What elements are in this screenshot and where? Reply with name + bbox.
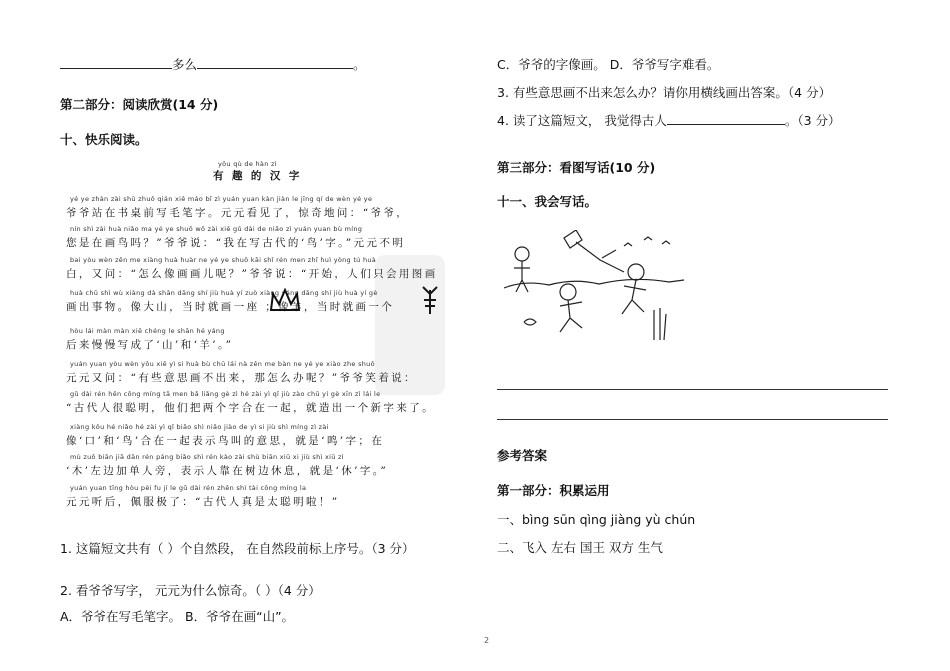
q11-heading: 十一、我会写话。 [497, 194, 598, 209]
q10-heading: 十、快乐阅读。 [60, 132, 148, 147]
story-line-pinyin: nín shì zài huà niǎo ma yé ye shuō wǒ zài xiě gǔ dài de niǎo zì yuán yuan bù míng [70, 225, 363, 233]
question-2: 2. 看爷爷写字， 元元为什么惊奇。（ ）（4 分） [60, 583, 321, 598]
story-line-text: 后来慢慢写成了‘山’和‘羊’。” [66, 339, 234, 351]
fill-blank-line [60, 55, 366, 73]
section2-heading: 第二部分：阅读欣赏(14 分) [60, 97, 219, 112]
answers-part1-heading: 第一部分：积累运用 [497, 483, 610, 498]
writing-line[interactable] [497, 419, 888, 420]
story-line-text: 画出事物。像大山，当时就画一座 ；像羊，当时就画一个 [66, 301, 395, 313]
story-line-pinyin: mù zuǒ biān jiā dān rén páng biǎo shì rén kào zài shù biān xiū xi jiù shì xiū zì [70, 453, 344, 461]
story-line-pinyin: xiàng kǒu hé niǎo hé zài yì qǐ biǎo shì niǎo jiào de yì si jiù shì míng zì zài [70, 423, 329, 431]
story-line-text: ‘木’左边加单人旁，表示人靠在树边休息，就是‘休’字。” [66, 465, 389, 477]
story-line-pinyin: yuán yuan tīng hòu pèi fu jí le gǔ dài rén zhēn shì tài cōng míng la [70, 484, 307, 492]
writing-line[interactable] [497, 389, 888, 390]
story-line-text: 元元又问：“有些意思画不出来，那怎么办呢？”爷爷笑着说： [66, 372, 417, 384]
story-line-text: 白，又问：“怎么像画画儿呢？”爷爷说：“开始，人们只会用图画 [66, 268, 438, 280]
question-1: 1. 这篇短文共有（ ）个自然段， 在自然段前标上序号。（3 分） [60, 541, 415, 556]
story-title: 有 趣 的 汉 字 [213, 170, 302, 182]
question-4-suffix: 。（3 分） [784, 113, 841, 128]
story-line-pinyin: hòu lái màn màn xiě chéng le shān hé yáng [70, 327, 225, 335]
question-4 [497, 111, 841, 129]
story-line-text: 像‘口’和‘鸟’合在一起表示鸟叫的意思，就是‘鸣’字；在 [66, 435, 385, 447]
blank-underline[interactable] [197, 56, 353, 69]
story-line-text: 您是在画鸟吗？”爷爷说：“我在写古代的‘鸟’字。”元元不明 [66, 237, 406, 249]
answer-1: 一、bìng sūn qìng jiàng yù chún [497, 512, 696, 527]
story-line-pinyin: gǔ dài rén hěn cōng míng tā men bǎ liǎng gè zì hé zài yì qǐ jiù zào chū yí gè xīn zì lái le [70, 390, 381, 398]
mountain-pictogram [268, 288, 302, 314]
story-line-text: “古代人很聪明，他们把两个字合在一起，就造出一个新字来了。 [66, 402, 435, 414]
question-3: 3. 有些意思画不出来怎么办？请你用横线画出答案。（4 分） [497, 85, 832, 100]
answer-underline[interactable] [667, 112, 785, 125]
section3-heading: 第三部分：看图写话(10 分) [497, 160, 656, 175]
question-2-options-cd: C．爷爷的字像画。 D．爷爷写字难看。 [497, 57, 720, 72]
story-line-pinyin: huà chū shì wù xiàng dà shān dāng shí jiù huà yí zuò xiàng yáng dāng shí jiù huà yí gè [70, 289, 378, 297]
story-line-pinyin: bai yòu wèn zěn me xiàng huà huàr ne yé ye shuō kāi shǐ rén men zhǐ huì yòng tú huà [70, 256, 377, 264]
fill-line-end: 。 [353, 57, 366, 72]
answers-heading: 参考答案 [497, 448, 548, 463]
story-title-pinyin: yǒu qù de hàn zì [218, 160, 277, 168]
question-2-options-ab: A．爷爷在写毛笔字。 B．爷爷在画“山”。 [60, 609, 295, 624]
story-line-pinyin: yé ye zhàn zài shū zhuō qián xiě máo bǐ zì yuán yuan kàn jiàn le jīng qí de wèn yé ye [70, 195, 373, 203]
story-line-text: 元元听后，佩服极了：“古代人真是太聪明啦！” [66, 496, 340, 508]
watermark [370, 250, 450, 400]
story-line-text: 爷爷站在书桌前写毛笔字。元元看见了，惊奇地问：“爷爷， [66, 207, 410, 219]
answer-2: 二、飞入 左右 国王 双方 生气 [497, 540, 663, 555]
page-number: 2 [484, 636, 490, 645]
question-4-text: 4. 读了这篇短文， 我觉得古人 [497, 113, 667, 128]
story-line-pinyin: yuán yuan yòu wèn yǒu xiē yì si huà bù chū lái nà zěn me bàn ne yé ye xiào zhe shuō [70, 360, 375, 368]
fill-line-text: 多么 [172, 57, 198, 72]
kite-flying-illustration [504, 230, 684, 348]
blank-underline[interactable] [60, 56, 172, 69]
